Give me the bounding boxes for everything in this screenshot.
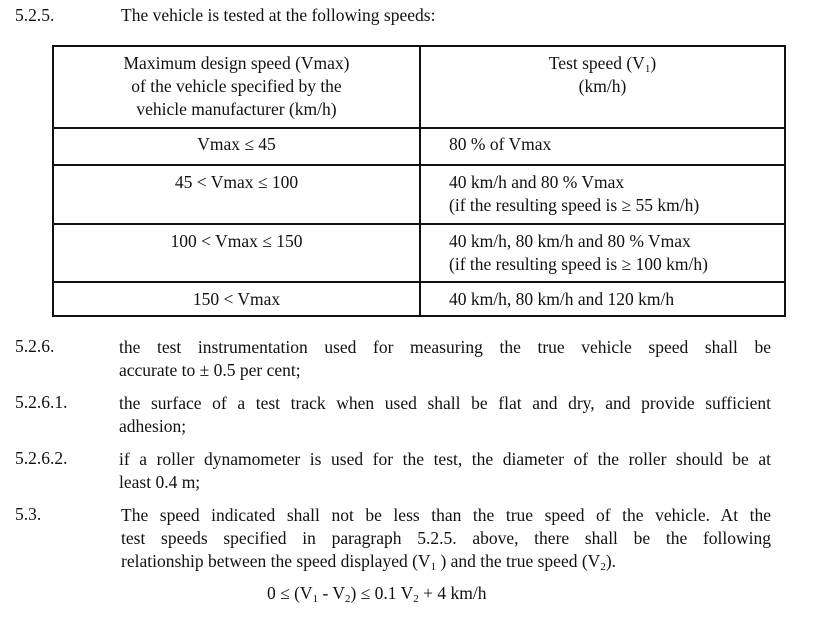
section-number-5-2-5: 5.2.5. <box>15 5 55 25</box>
header-left-line: of the vehicle specified by the <box>131 76 342 96</box>
table-cell-test-speed <box>420 282 785 316</box>
paragraph-line: the test instrumentation used for measuring the true vehicle speed shall be <box>119 337 771 357</box>
table-cell-test-speed <box>420 224 785 282</box>
cell-line: 80 % of Vmax <box>449 134 552 154</box>
header-right-line <box>421 52 784 75</box>
section-number-5-2-6-2: 5.2.6.2. <box>15 448 68 468</box>
header-left-line: Maximum design speed (Vmax) <box>123 53 350 73</box>
cell-line: (if the resulting speed is ≥ 55 km/h) <box>449 195 700 215</box>
table-cell-vmax: 150 < Vmax <box>53 282 420 316</box>
cell-line: (if the resulting speed is ≥ 100 km/h) <box>449 254 708 274</box>
section-number-5-2-6: 5.2.6. <box>15 336 55 356</box>
table-header-row <box>53 46 785 128</box>
subscript: 2 <box>600 561 606 573</box>
table-row <box>53 165 785 224</box>
table-cell-vmax: Vmax ≤ 45 <box>53 128 420 165</box>
test-speeds-table <box>52 45 786 317</box>
paragraph-line: The speed indicated shall not be less than the true speed of the vehicle. At the <box>121 505 771 525</box>
text-run: ) and the true speed (V <box>436 551 601 571</box>
table-row <box>53 282 785 316</box>
paragraph-line: accurate to ± 0.5 per cent; <box>119 360 301 380</box>
subscript: 2 <box>413 593 419 605</box>
text-run: ). <box>605 551 617 571</box>
cell-line: 40 km/h, 80 km/h and 80 % Vmax <box>449 231 691 251</box>
paragraph-line: the surface of a test track when used shall be flat and dry, and provide sufficient <box>119 393 771 413</box>
header-right-unit: (km/h) <box>578 76 627 96</box>
section-text-5-2-6 <box>119 336 771 382</box>
table-cell-vmax: 45 < Vmax ≤ 100 <box>53 165 420 224</box>
cell-line: 40 km/h and 80 % Vmax <box>449 172 625 192</box>
section-number-5-3: 5.3. <box>15 504 42 524</box>
section-text-5-3 <box>121 504 771 573</box>
formula-run: ) ≤ 0.1 V <box>350 583 414 603</box>
table-row <box>53 224 785 282</box>
section-text-5-2-6-1 <box>119 392 771 438</box>
table-cell-test-speed <box>420 128 785 165</box>
section-text-5-2-5: The vehicle is tested at the following speeds: <box>121 5 436 25</box>
paragraph-line: test speeds specified in paragraph 5.2.5. above, there shall be the following <box>121 528 771 548</box>
table-cell-vmax: 100 < Vmax ≤ 150 <box>53 224 420 282</box>
header-test-speed <box>420 46 785 128</box>
paragraph-line: least 0.4 m; <box>119 472 201 492</box>
formula-run: 0 ≤ (V <box>267 583 313 603</box>
subscript: 1 <box>430 561 437 573</box>
section-number-5-2-6-1: 5.2.6.1. <box>15 392 68 412</box>
paragraph-line: adhesion; <box>119 416 187 436</box>
paragraph-line: if a roller dynamometer is used for the test, the diameter of the roller should be at <box>119 449 771 469</box>
section-text-5-2-6-2 <box>119 448 771 494</box>
formula-run: + 4 km/h <box>418 583 487 603</box>
table-row <box>53 128 785 165</box>
speed-relationship-formula <box>267 583 486 604</box>
table-cell-test-speed <box>420 165 785 224</box>
header-right-subscript: 1 <box>644 63 651 75</box>
subscript: 2 <box>344 593 351 605</box>
header-right-text: ) <box>650 53 657 73</box>
formula-run: - V <box>318 583 345 603</box>
cell-line: 40 km/h, 80 km/h and 120 km/h <box>449 289 675 309</box>
paragraph-line <box>121 550 771 573</box>
subscript: 1 <box>312 593 319 605</box>
header-max-design-speed <box>53 46 420 128</box>
header-left-line: vehicle manufacturer (km/h) <box>136 99 337 119</box>
text-run: relationship between the speed displayed (V <box>121 551 431 571</box>
header-right-text: Test speed (V <box>548 53 645 73</box>
